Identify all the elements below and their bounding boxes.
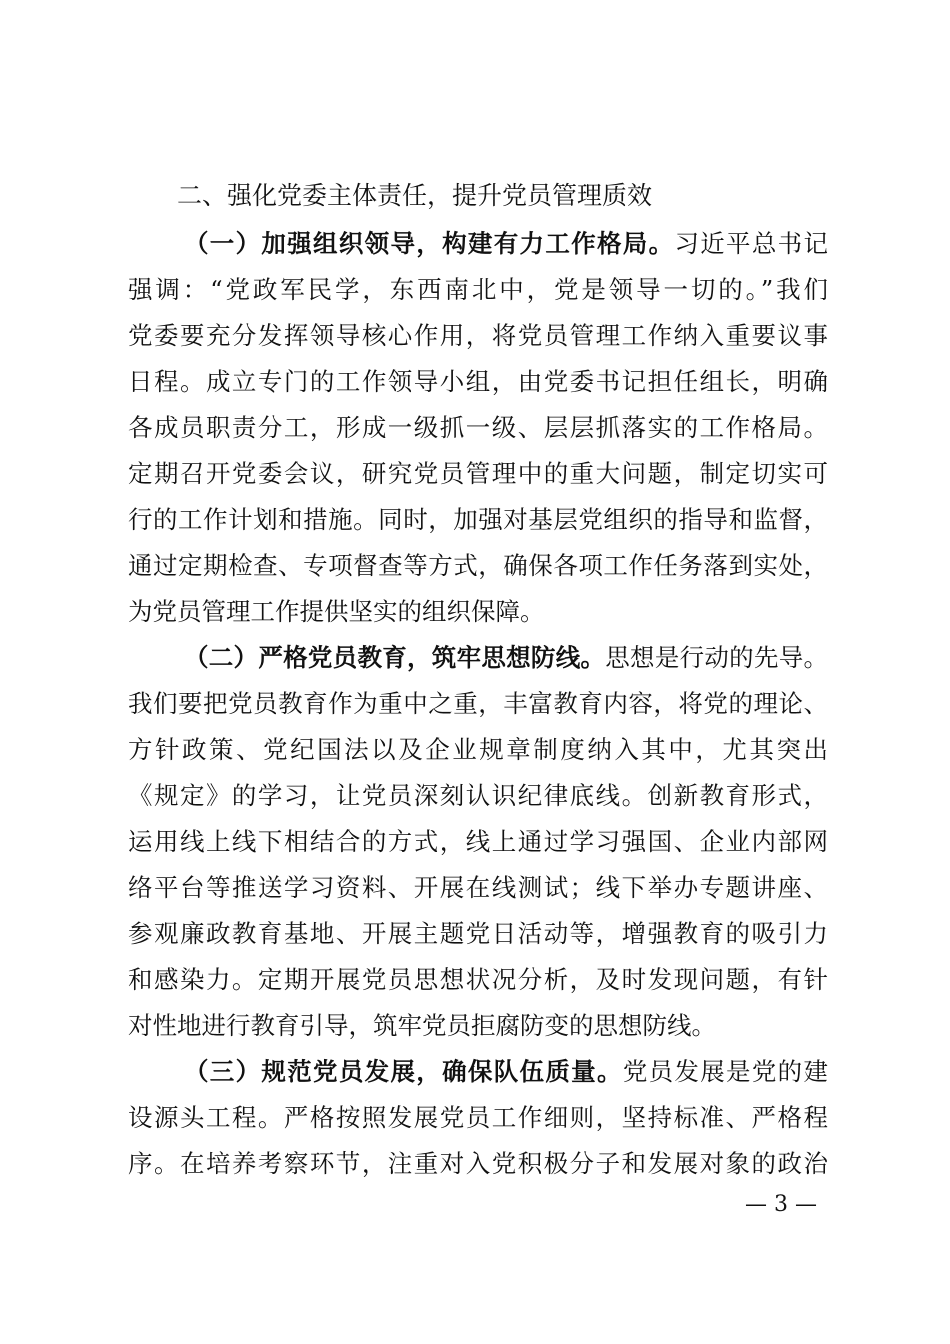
paragraph-line: 和感染力。定期开展党员思想状况分析，及时发现问题，有针 <box>128 965 828 994</box>
page-number: — 3 — <box>745 1192 817 1217</box>
paragraph-line <box>128 1049 828 1095</box>
paragraph-text: 党员发展是党的建 <box>622 1057 828 1086</box>
paragraph-text: 习近平总书记 <box>674 229 828 258</box>
paragraph-line: 络平台等推送学习资料、开展在线测试；线下举办专题讲座、 <box>128 873 828 902</box>
paragraph-line <box>128 635 828 681</box>
paragraph-line: 运用线上线下相结合的方式，线上通过学习强国、企业内部网 <box>128 827 828 856</box>
paragraph-line: 参观廉政教育基地、开展主题党日活动等，增强教育的吸引力 <box>128 919 828 948</box>
paragraph-line: 为党员管理工作提供坚实的组织保障。 <box>128 597 545 626</box>
paragraph-lead: （二）严格党员教育，筑牢思想防线。 <box>184 643 606 672</box>
paragraph-2 <box>128 635 828 1049</box>
paragraph-line: 序。在培养考察环节，注重对入党积极分子和发展对象的政治 <box>128 1149 828 1178</box>
paragraph-line: 通过定期检查、专项督查等方式，确保各项工作任务落到实处， <box>128 551 828 580</box>
paragraph-line <box>128 221 828 267</box>
paragraph-line: 《规定》的学习，让党员深刻认识纪律底线。创新教育形式， <box>128 781 828 810</box>
paragraph-line: 日程。成立专门的工作领导小组，由党委书记担任组长，明确 <box>128 367 828 396</box>
paragraph-line: 强调：“党政军民学，东西南北中，党是领导一切的。”我们 <box>128 275 828 304</box>
paragraph-lead: （三）规范党员发展，确保队伍质量。 <box>184 1057 623 1086</box>
paragraph-line: 行的工作计划和措施。同时，加强对基层党组织的指导和监督， <box>128 505 828 534</box>
paragraph-line: 对性地进行教育引导，筑牢党员拒腐防变的思想防线。 <box>128 1011 716 1040</box>
paragraph-line: 方针政策、党纪国法以及企业规章制度纳入其中，尤其突出 <box>128 735 828 764</box>
paragraph-3 <box>128 1049 828 1187</box>
paragraph-line: 各成员职责分工，形成一级抓一级、层层抓落实的工作格局。 <box>128 413 828 442</box>
paragraph-lead: （一）加强组织领导，构建有力工作格局。 <box>184 229 675 258</box>
paragraph-line: 我们要把党员教育作为重中之重，丰富教育内容，将党的理论、 <box>128 689 828 718</box>
section-heading: 二、强化党委主体责任，提升党员管理质效 <box>177 181 653 210</box>
paragraph-1 <box>128 221 828 635</box>
paragraph-line: 设源头工程。严格按照发展党员工作细则，坚持标准、严格程 <box>128 1103 828 1132</box>
paragraph-line: 定期召开党委会议，研究党员管理中的重大问题，制定切实可 <box>128 459 828 488</box>
paragraph-line: 党委要充分发挥领导核心作用，将党员管理工作纳入重要议事 <box>128 321 828 350</box>
paragraph-text: 思想是行动的先导。 <box>605 643 829 672</box>
